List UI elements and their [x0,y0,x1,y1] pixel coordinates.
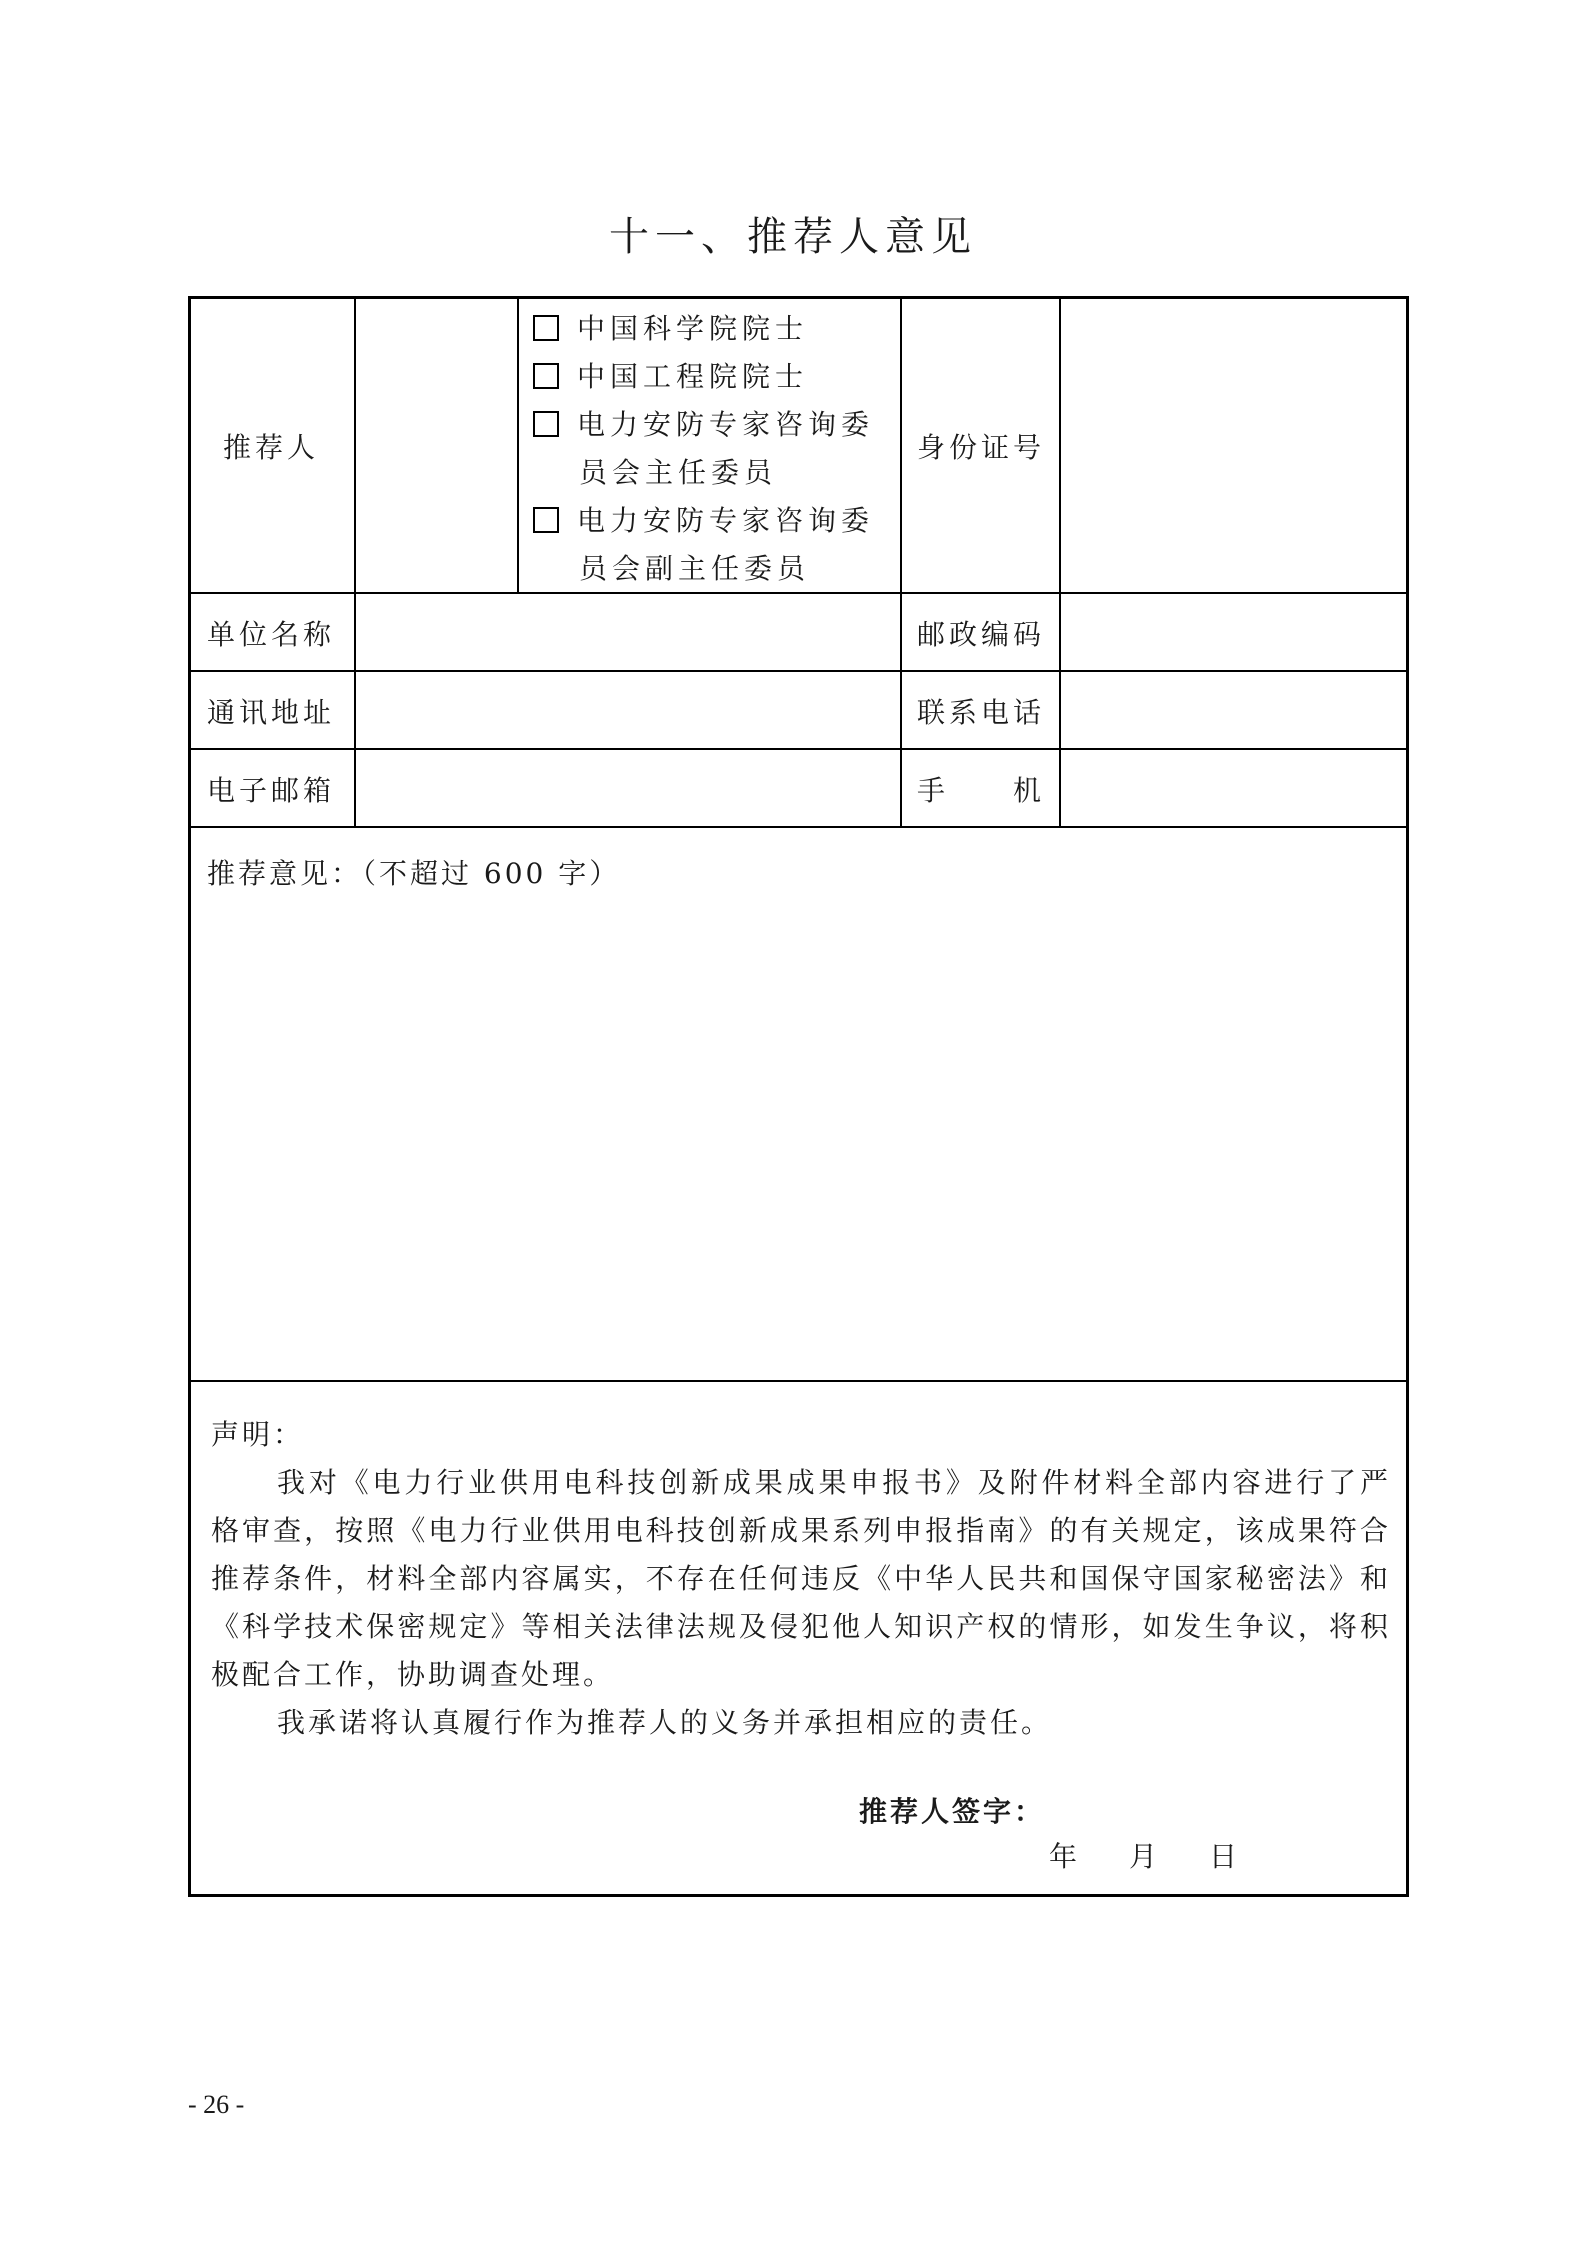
checkbox-icon[interactable] [533,411,559,437]
id-number-field[interactable] [1063,299,1403,591]
phone-label: 联系电话 [917,696,1046,729]
phone-field[interactable] [1063,673,1403,747]
date-day: 日 [1209,1840,1242,1873]
col-divider [517,299,519,592]
declaration-heading: 声明： [211,1418,305,1451]
declaration-commitment: 我承诺将认真履行作为推荐人的义务并承担相应的责任。 [277,1706,1053,1739]
col-divider [1059,299,1061,826]
row-divider [191,1380,1406,1382]
option-committee-deputy-director[interactable] [533,497,874,593]
option-cae-academician[interactable] [533,353,808,401]
postcode-field[interactable] [1063,595,1403,669]
opinion-textarea[interactable] [191,899,1406,1379]
signature-label: 推荐人签字： [859,1795,1046,1828]
unit-name-label: 单位名称 [207,618,336,651]
opinion-label: 推荐意见：（不超过 600 字） [207,857,621,890]
declaration-paragraph: 我对《电力行业供用电科技创新成果成果申报书》及附件材料全部内容进行了严格审查，按照《电力行业供用电科技创新成果系列申报指南》的有关规定，该成果符合推荐条件，材料全部内容属实，不存在任何违反《中华人民共和国保守国家秘密法》和《科学技术保密规定》等相关法律法规及侵犯他人知识产权的情形，如发生争议，将积极配合工作，协助调查处理。 [211,1466,1391,1691]
recommender-form [188,296,1409,1897]
address-label: 通讯地址 [207,696,336,729]
option-text: 电力安防专家咨询委 [577,408,875,441]
date-year: 年 [1049,1840,1082,1873]
option-text: 中国科学院院士 [577,312,809,345]
postcode-label: 邮政编码 [917,618,1046,651]
option-text-continued: 员会副主任委员 [579,552,811,585]
page-number: - 26 - [188,2090,245,2119]
email-field[interactable] [357,751,898,825]
email-label: 电子邮箱 [207,774,336,807]
id-number-label: 身份证号 [917,431,1046,464]
option-committee-director[interactable] [533,401,874,497]
checkbox-icon[interactable] [533,315,559,341]
option-cas-academician[interactable] [533,305,808,353]
row-divider [191,748,1406,750]
recommender-label: 推荐人 [223,431,320,464]
page-title: 十一、推荐人意见 [609,214,977,260]
unit-name-field[interactable] [357,595,898,669]
recommender-name-field[interactable] [357,299,515,591]
col-divider [354,299,356,826]
date-month: 月 [1129,1840,1162,1873]
col-divider [900,299,902,826]
checkbox-icon[interactable] [533,507,559,533]
option-text: 电力安防专家咨询委 [577,504,875,537]
signature-field[interactable] [1051,1779,1351,1829]
mobile-label: 手 机 [917,774,1046,807]
option-text: 中国工程院院士 [577,360,809,393]
mobile-field[interactable] [1063,751,1403,825]
checkbox-icon[interactable] [533,363,559,389]
row-divider [191,826,1406,828]
option-text-continued: 员会主任委员 [579,456,778,489]
address-field[interactable] [357,673,898,747]
row-divider [191,670,1406,672]
